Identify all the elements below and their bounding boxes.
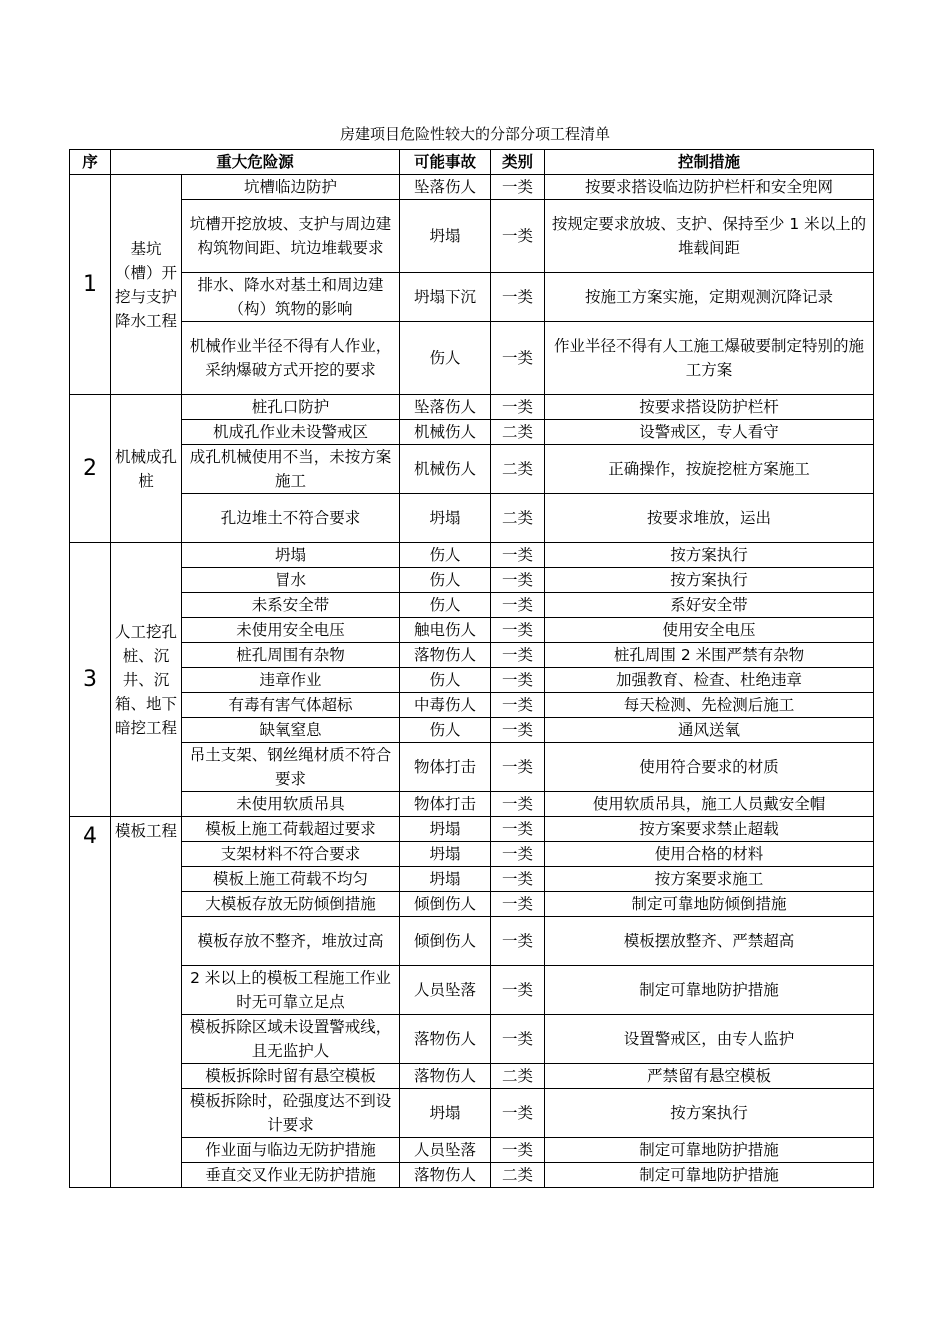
measure-cell: 使用软质吊具，施工人员戴安全帽: [545, 792, 874, 817]
table-row: [70, 273, 874, 322]
section-number: 1: [70, 175, 111, 395]
table-row: [70, 543, 874, 568]
category-cell: 一类: [491, 917, 545, 966]
accident-cell: 坍塌: [400, 1089, 491, 1138]
hazard-cell: 机械作业半径不得有人作业，采纳爆破方式开挖的要求: [182, 322, 400, 395]
header-category: 类别: [491, 150, 545, 175]
category-cell: 一类: [491, 966, 545, 1015]
hazard-cell: 成孔机械使用不当，未按方案施工: [182, 445, 400, 494]
table-row: [70, 966, 874, 1015]
category-cell: 一类: [491, 668, 545, 693]
hazard-cell: 未系安全带: [182, 593, 400, 618]
section-name: 模板工程: [111, 817, 182, 1188]
hazard-cell: 排水、降水对基土和周边建（构）筑物的影响: [182, 273, 400, 322]
category-cell: 一类: [491, 1138, 545, 1163]
measure-cell: 桩孔周围 2 米围严禁有杂物: [545, 643, 874, 668]
measure-cell: 设置警戒区，由专人监护: [545, 1015, 874, 1064]
hazard-cell: 违章作业: [182, 668, 400, 693]
hazard-cell: 桩孔周围有杂物: [182, 643, 400, 668]
hazard-cell: 机成孔作业未设警戒区: [182, 420, 400, 445]
header-row: [70, 150, 874, 175]
section-name: 人工挖孔桩、沉井、沉箱、地下暗挖工程: [111, 543, 182, 817]
measure-cell: 按方案要求施工: [545, 867, 874, 892]
hazard-table: [69, 149, 874, 1188]
accident-cell: 坠落伤人: [400, 395, 491, 420]
measure-cell: 按要求堆放，运出: [545, 494, 874, 543]
category-cell: 二类: [491, 494, 545, 543]
accident-cell: 伤人: [400, 718, 491, 743]
table-row: [70, 395, 874, 420]
section-number: 3: [70, 543, 111, 817]
category-cell: 一类: [491, 718, 545, 743]
accident-cell: 落物伤人: [400, 1064, 491, 1089]
header-hazard: 重大危险源: [111, 150, 400, 175]
category-cell: 二类: [491, 420, 545, 445]
hazard-cell: 冒水: [182, 568, 400, 593]
accident-cell: 人员坠落: [400, 966, 491, 1015]
measure-cell: 正确操作，按旋挖桩方案施工: [545, 445, 874, 494]
header-accident: 可能事故: [400, 150, 491, 175]
accident-cell: 物体打击: [400, 743, 491, 792]
table-row: [70, 1163, 874, 1188]
measure-cell: 按方案要求禁止超载: [545, 817, 874, 842]
table-row: [70, 445, 874, 494]
table-row: [70, 1089, 874, 1138]
table-row: [70, 693, 874, 718]
measure-cell: 按方案执行: [545, 568, 874, 593]
category-cell: 一类: [491, 892, 545, 917]
category-cell: 一类: [491, 200, 545, 273]
table-row: [70, 494, 874, 543]
category-cell: 一类: [491, 618, 545, 643]
accident-cell: 机械伤人: [400, 445, 491, 494]
table-row: [70, 1015, 874, 1064]
category-cell: 一类: [491, 743, 545, 792]
measure-cell: 制定可靠地防护措施: [545, 1138, 874, 1163]
table-row: [70, 1138, 874, 1163]
hazard-cell: 未使用安全电压: [182, 618, 400, 643]
table-row: [70, 892, 874, 917]
accident-cell: 坍塌: [400, 200, 491, 273]
measure-cell: 使用符合要求的材质: [545, 743, 874, 792]
table-row: [70, 643, 874, 668]
hazard-cell: 缺氧窒息: [182, 718, 400, 743]
hazard-cell: 模板上施工荷载不均匀: [182, 867, 400, 892]
accident-cell: 中毒伤人: [400, 693, 491, 718]
category-cell: 一类: [491, 543, 545, 568]
measure-cell: 设警戒区，专人看守: [545, 420, 874, 445]
measure-cell: 按方案执行: [545, 1089, 874, 1138]
table-row: [70, 792, 874, 817]
table-row: [70, 568, 874, 593]
measure-cell: 作业半径不得有人工施工爆破要制定特别的施工方案: [545, 322, 874, 395]
category-cell: 一类: [491, 395, 545, 420]
accident-cell: 落物伤人: [400, 643, 491, 668]
section-name: 机械成孔桩: [111, 395, 182, 543]
measure-cell: 按施工方案实施，定期观测沉降记录: [545, 273, 874, 322]
table-row: [70, 420, 874, 445]
hazard-cell: 垂直交叉作业无防护措施: [182, 1163, 400, 1188]
measure-cell: 制定可靠地防倾倒措施: [545, 892, 874, 917]
accident-cell: 坍塌: [400, 817, 491, 842]
category-cell: 二类: [491, 1163, 545, 1188]
accident-cell: 伤人: [400, 668, 491, 693]
document-title: 房建项目危险性较大的分部分项工程清单: [339, 125, 610, 143]
measure-cell: 加强教育、检查、杜绝违章: [545, 668, 874, 693]
accident-cell: 落物伤人: [400, 1163, 491, 1188]
table-row: [70, 817, 874, 842]
hazard-cell: 坑槽开挖放坡、支护与周边建构筑物间距、坑边堆载要求: [182, 200, 400, 273]
hazard-cell: 坑槽临边防护: [182, 175, 400, 200]
category-cell: 一类: [491, 842, 545, 867]
category-cell: 二类: [491, 1064, 545, 1089]
accident-cell: 坠落伤人: [400, 175, 491, 200]
section-name: 基坑（槽）开挖与支护降水工程: [111, 175, 182, 395]
section-number: 4: [70, 817, 111, 1188]
hazard-cell: 支架材料不符合要求: [182, 842, 400, 867]
accident-cell: 坍塌: [400, 867, 491, 892]
accident-cell: 伤人: [400, 322, 491, 395]
hazard-cell: 作业面与临边无防护措施: [182, 1138, 400, 1163]
category-cell: 一类: [491, 1089, 545, 1138]
accident-cell: 物体打击: [400, 792, 491, 817]
measure-cell: 按规定要求放坡、支护、保持至少 1 米以上的堆载间距: [545, 200, 874, 273]
table-row: [70, 593, 874, 618]
measure-cell: 系好安全带: [545, 593, 874, 618]
header-seq: 序: [70, 150, 111, 175]
accident-cell: 触电伤人: [400, 618, 491, 643]
table-row: [70, 618, 874, 643]
hazard-cell: 有毒有害气体超标: [182, 693, 400, 718]
table-row: [70, 668, 874, 693]
hazard-cell: 坍塌: [182, 543, 400, 568]
measure-cell: 通风送氧: [545, 718, 874, 743]
measure-cell: 按方案执行: [545, 543, 874, 568]
measure-cell: 按要求搭设防护栏杆: [545, 395, 874, 420]
hazard-cell: 大模板存放无防倾倒措施: [182, 892, 400, 917]
category-cell: 一类: [491, 1015, 545, 1064]
table-row: [70, 842, 874, 867]
category-cell: 一类: [491, 593, 545, 618]
table-row: [70, 322, 874, 395]
category-cell: 一类: [491, 643, 545, 668]
category-cell: 一类: [491, 273, 545, 322]
category-cell: 一类: [491, 792, 545, 817]
measure-cell: 模板摆放整齐、严禁超高: [545, 917, 874, 966]
table-row: [70, 917, 874, 966]
table-row: [70, 200, 874, 273]
hazard-cell: 模板上施工荷载超过要求: [182, 817, 400, 842]
measure-cell: 使用安全电压: [545, 618, 874, 643]
category-cell: 一类: [491, 322, 545, 395]
category-cell: 一类: [491, 867, 545, 892]
table-row: [70, 867, 874, 892]
table-row: [70, 1064, 874, 1089]
category-cell: 一类: [491, 817, 545, 842]
accident-cell: 坍塌下沉: [400, 273, 491, 322]
accident-cell: 坍塌: [400, 842, 491, 867]
hazard-cell: 模板拆除时留有悬空模板: [182, 1064, 400, 1089]
hazard-cell: 2 米以上的模板工程施工作业时无可靠立足点: [182, 966, 400, 1015]
header-measure: 控制措施: [545, 150, 874, 175]
accident-cell: 伤人: [400, 543, 491, 568]
measure-cell: 使用合格的材料: [545, 842, 874, 867]
hazard-cell: 模板存放不整齐，堆放过高: [182, 917, 400, 966]
accident-cell: 落物伤人: [400, 1015, 491, 1064]
category-cell: 一类: [491, 693, 545, 718]
hazard-cell: 吊土支架、钢丝绳材质不符合要求: [182, 743, 400, 792]
measure-cell: 制定可靠地防护措施: [545, 1163, 874, 1188]
hazard-cell: 模板拆除时，砼强度达不到设计要求: [182, 1089, 400, 1138]
hazard-cell: 模板拆除区域未设置警戒线，且无监护人: [182, 1015, 400, 1064]
category-cell: 二类: [491, 445, 545, 494]
hazard-cell: 孔边堆土不符合要求: [182, 494, 400, 543]
table-row: [70, 175, 874, 200]
category-cell: 一类: [491, 568, 545, 593]
measure-cell: 严禁留有悬空模板: [545, 1064, 874, 1089]
accident-cell: 坍塌: [400, 494, 491, 543]
hazard-cell: 未使用软质吊具: [182, 792, 400, 817]
table-body: [70, 175, 874, 1188]
table-row: [70, 743, 874, 792]
accident-cell: 伤人: [400, 593, 491, 618]
measure-cell: 制定可靠地防护措施: [545, 966, 874, 1015]
accident-cell: 人员坠落: [400, 1138, 491, 1163]
accident-cell: 伤人: [400, 568, 491, 593]
category-cell: 一类: [491, 175, 545, 200]
accident-cell: 机械伤人: [400, 420, 491, 445]
hazard-cell: 桩孔口防护: [182, 395, 400, 420]
measure-cell: 每天检测、先检测后施工: [545, 693, 874, 718]
accident-cell: 倾倒伤人: [400, 917, 491, 966]
measure-cell: 按要求搭设临边防护栏杆和安全兜网: [545, 175, 874, 200]
accident-cell: 倾倒伤人: [400, 892, 491, 917]
table-row: [70, 718, 874, 743]
section-number: 2: [70, 395, 111, 543]
